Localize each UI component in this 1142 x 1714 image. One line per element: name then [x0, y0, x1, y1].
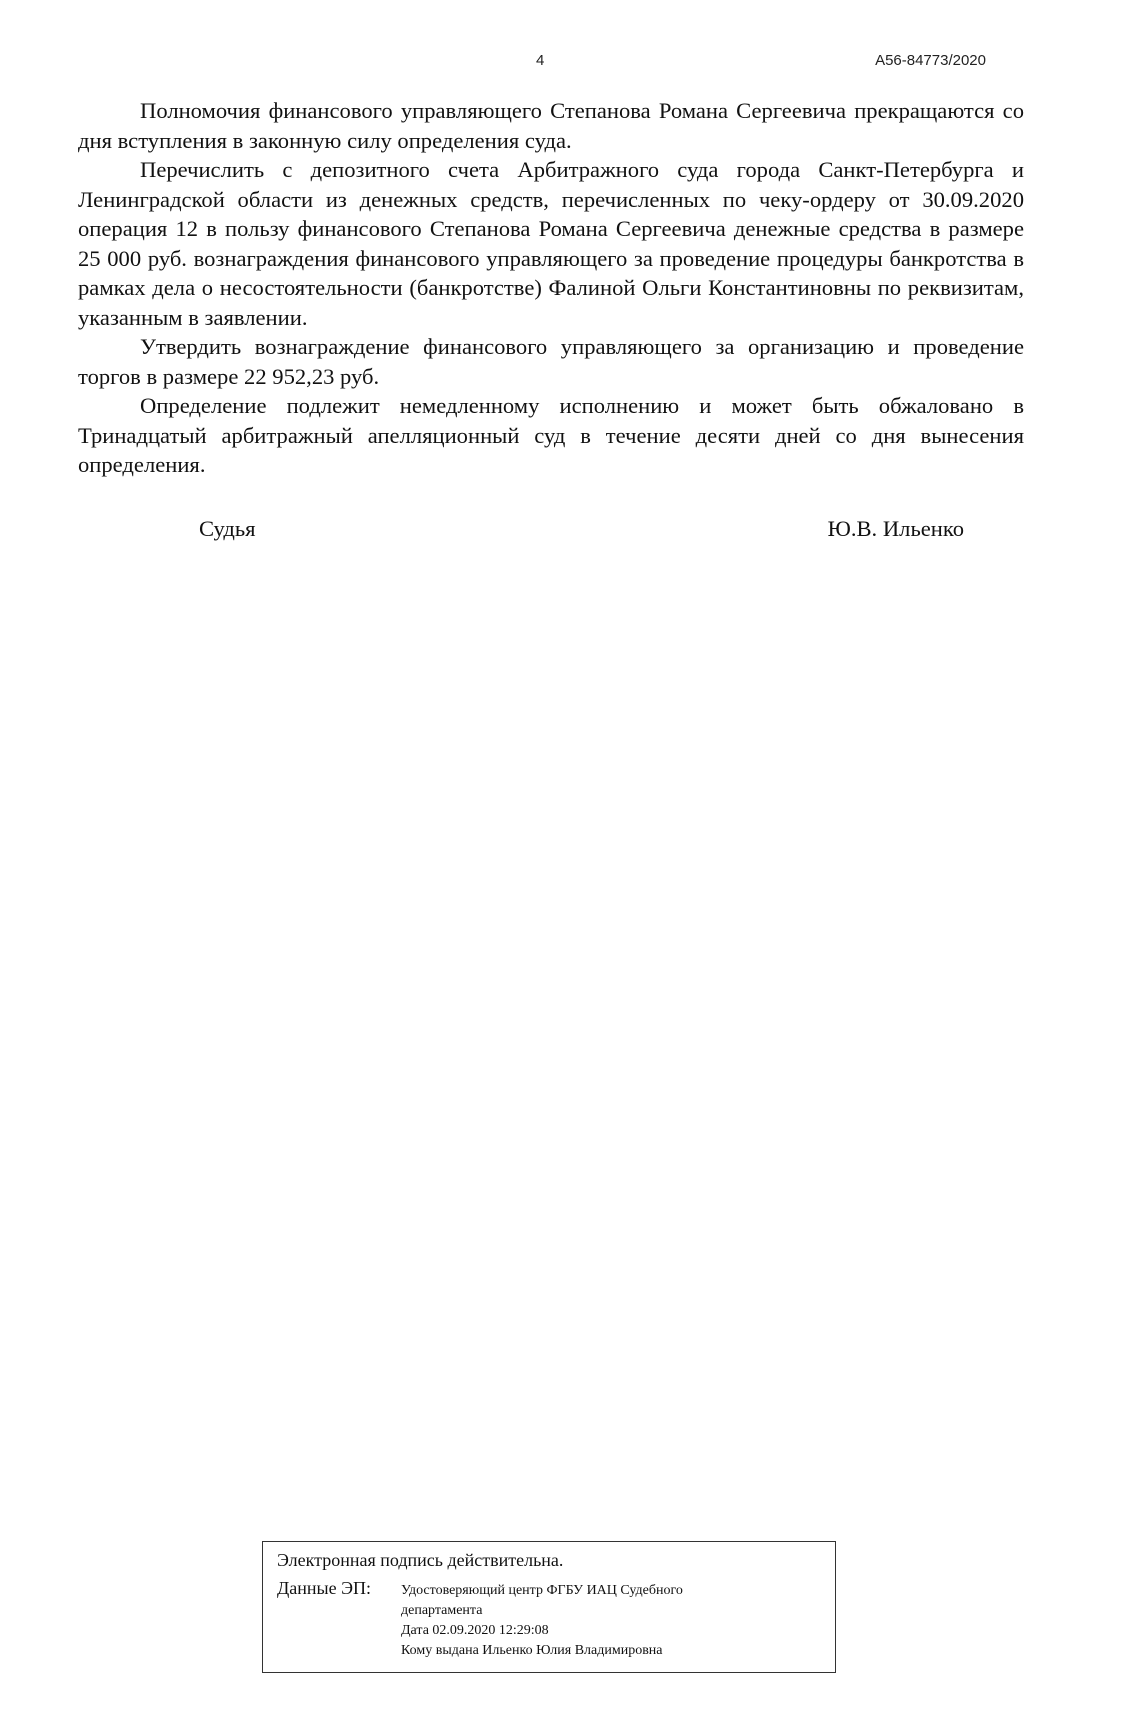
signature-name: Ю.В. Ильенко	[827, 516, 964, 541]
paragraph-appeal: Определение подлежит немедленному исполнению и может быть обжаловано в Тринадцатый арбитражный апелляционный суд в течение десяти дней со дня вынесения определения.	[78, 393, 1024, 477]
electronic-signature-stamp	[262, 1541, 836, 1673]
ep-issuer-line2: департамента	[401, 1603, 483, 1618]
paragraph-approve-reward: Утвердить вознаграждение финансового управляющего за организацию и проведение торгов в размере 22 952,23 руб.	[78, 334, 1024, 389]
ep-issuer-line1: Удостоверяющий центр ФГБУ ИАЦ Судебного	[401, 1583, 683, 1598]
paragraph-transfer-funds: Перечислить с депозитного счета Арбитражного суда города Санкт-Петербурга и Ленинградской области из денежных средств, перечисленных по чеку-ордеру от 30.09.2020 операция 12 в пользу финансового Степанова Романа Сергеевича денежные средства в размере 25 000 руб. вознаграждения финансового управляющего за проведение процедуры банкротства в рамках дела о несостоятельности (банкротстве) Фалиной Ольги Константиновны по реквизитам, указанным в заявлении.	[78, 157, 1024, 330]
case-number: А56-84773/2020	[875, 52, 986, 69]
signature-role: Судья	[199, 516, 256, 541]
page-number: 4	[536, 52, 545, 69]
document-body	[78, 96, 1024, 480]
ep-date: Дата 02.09.2020 12:29:08	[401, 1623, 549, 1638]
ep-label: Данные ЭП:	[277, 1578, 371, 1598]
paragraph-powers-termination: Полномочия финансового управляющего Степанова Романа Сергеевича прекращаются со дня вступления в законную силу определения суда.	[78, 98, 1024, 153]
ep-issued-to: Кому выдана Ильенко Юлия Владимировна	[401, 1643, 663, 1658]
ep-status: Электронная подпись действительна.	[277, 1550, 564, 1570]
ep-details	[401, 1581, 683, 1661]
